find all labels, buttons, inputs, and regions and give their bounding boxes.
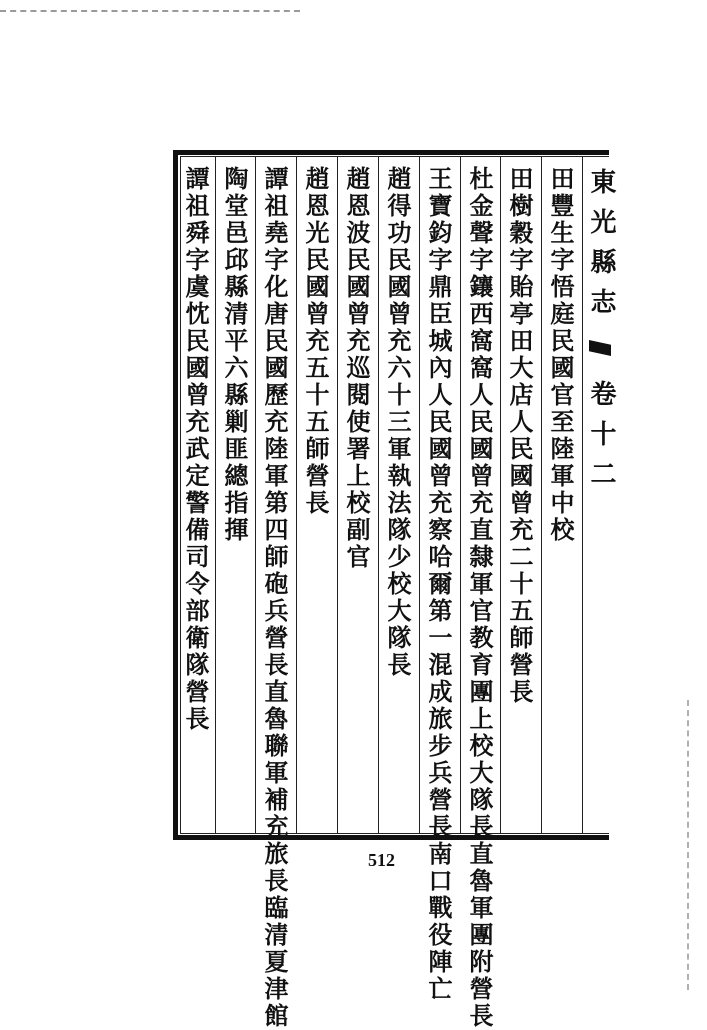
text-column: 田豐生字悟庭民國官至陸軍中校 (546, 166, 575, 544)
page-number: 512 (368, 850, 395, 870)
column-rule (296, 156, 297, 834)
banner-volume: 卷十二 (586, 380, 616, 500)
text-column: 杜金聲字鑲西窩窩人民國曾充直隸軍官教育團上校大隊長直魯軍團附營長 (465, 166, 494, 1030)
text-column: 譚祖堯字化唐民國歷充陸軍第四師砲兵營長直魯聯軍補充旅長臨清夏津館 (260, 166, 289, 1030)
column-rule (255, 156, 256, 834)
text-column: 王寶鈞字鼎臣城內人民國曾充察哈爾第一混成旅步兵營長南口戰役陣亡 (424, 166, 453, 1003)
text-column: 趙恩光民國曾充五十五師營長 (301, 166, 330, 517)
column-rule (215, 156, 216, 834)
column-rule (337, 156, 338, 834)
text-column: 田樹穀字貽亭田大店人民國曾充二十五師營長 (505, 166, 534, 706)
text-column: 陶堂邑邱縣清平六縣剿匪總指揮 (220, 166, 249, 544)
column-rule (378, 156, 379, 834)
scan-edge-top (0, 10, 300, 12)
column-rule (582, 156, 583, 834)
banner-title: 東光縣志 (586, 168, 616, 328)
scan-edge-right (687, 700, 689, 990)
column-rule (460, 156, 461, 834)
text-column: 趙恩波民國曾充巡閱使署上校副官 (342, 166, 371, 571)
page-banner-volume (586, 380, 616, 580)
text-column: 譚祖舜字虞忱民國曾充武定警備司令部衛隊營長 (181, 166, 210, 733)
column-rule (541, 156, 542, 834)
column-rule (419, 156, 420, 834)
column-rule (500, 156, 501, 834)
text-column: 趙得功民國曾充六十三軍執法隊少校大隊長 (383, 166, 412, 679)
